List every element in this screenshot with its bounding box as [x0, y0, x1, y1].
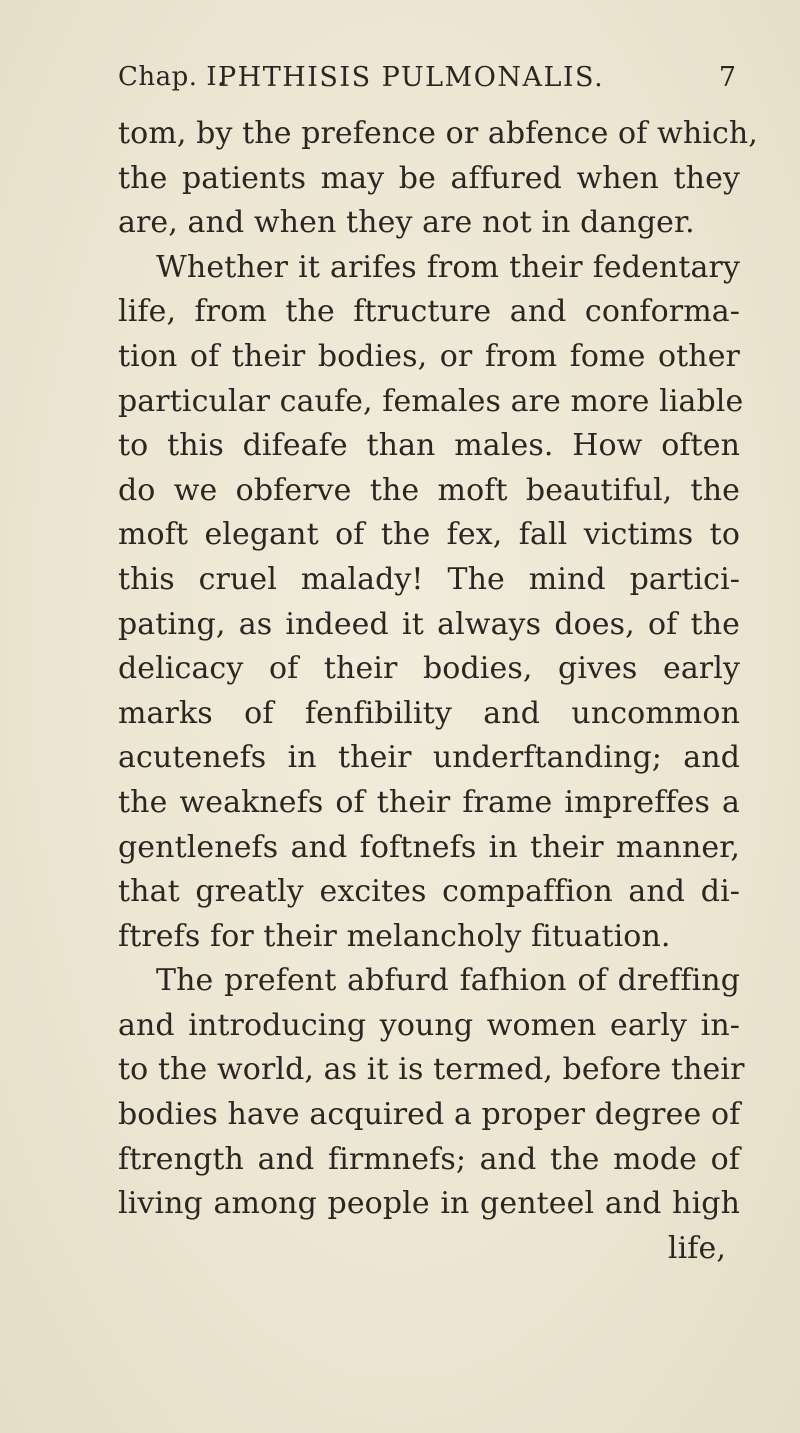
text-line: acutenefs in their underftanding; and [118, 740, 740, 776]
page-header [118, 62, 736, 102]
text-line: tom, by the prefence or abfence of which, [118, 116, 758, 151]
text-line: The prefent abfurd fafhion of dreffing [156, 963, 740, 999]
text-line: and introducing young women early in- [118, 1007, 740, 1043]
text-line: do we obferve the moft beautiful, the [118, 472, 740, 508]
running-title: PHTHISIS PULMONALIS. [218, 62, 605, 93]
text-line: the weaknefs of their frame impreffes a [118, 784, 740, 820]
text-line: delicacy of their bodies, gives early [118, 651, 740, 687]
text-line: marks of fenfibility and uncommon [118, 695, 740, 731]
text-line: this cruel malady! The mind partici- [118, 561, 740, 597]
body-text [118, 112, 758, 1271]
text-line: living among people in genteel and high [118, 1186, 740, 1222]
text-line: tion of their bodies, or from fome other [118, 338, 740, 374]
text-line: gentlenefs and foftnefs in their manner, [118, 829, 740, 865]
text-line: are, and when they are not in danger. [118, 205, 695, 241]
catchword: life, [667, 1230, 726, 1266]
text-line: ftrefs for their melancholy fituation. [118, 918, 671, 954]
text-line: Whether it arifes from their fedentary [156, 249, 740, 285]
page-number: 7 [718, 62, 736, 93]
chapter-label: Chap. I. [118, 62, 226, 92]
text-line: the patients may be affured when they [118, 160, 740, 196]
text-line: pating, as indeed it always does, of the [118, 606, 740, 642]
text-line: particular caufe, females are more liable [118, 383, 744, 419]
text-line: life, from the ftructure and conforma- [118, 294, 740, 330]
text-line: moft elegant of the fex, fall victims to [118, 517, 740, 553]
text-line: ftrength and firmnefs; and the mode of [118, 1141, 740, 1177]
text-line: bodies have acquired a proper degree of [118, 1097, 741, 1133]
text-line: to the world, as it is termed, before their [118, 1052, 745, 1088]
text-line: that greatly excites compaffion and di- [118, 874, 740, 910]
text-line: to this difeafe than males. How often [118, 428, 740, 464]
